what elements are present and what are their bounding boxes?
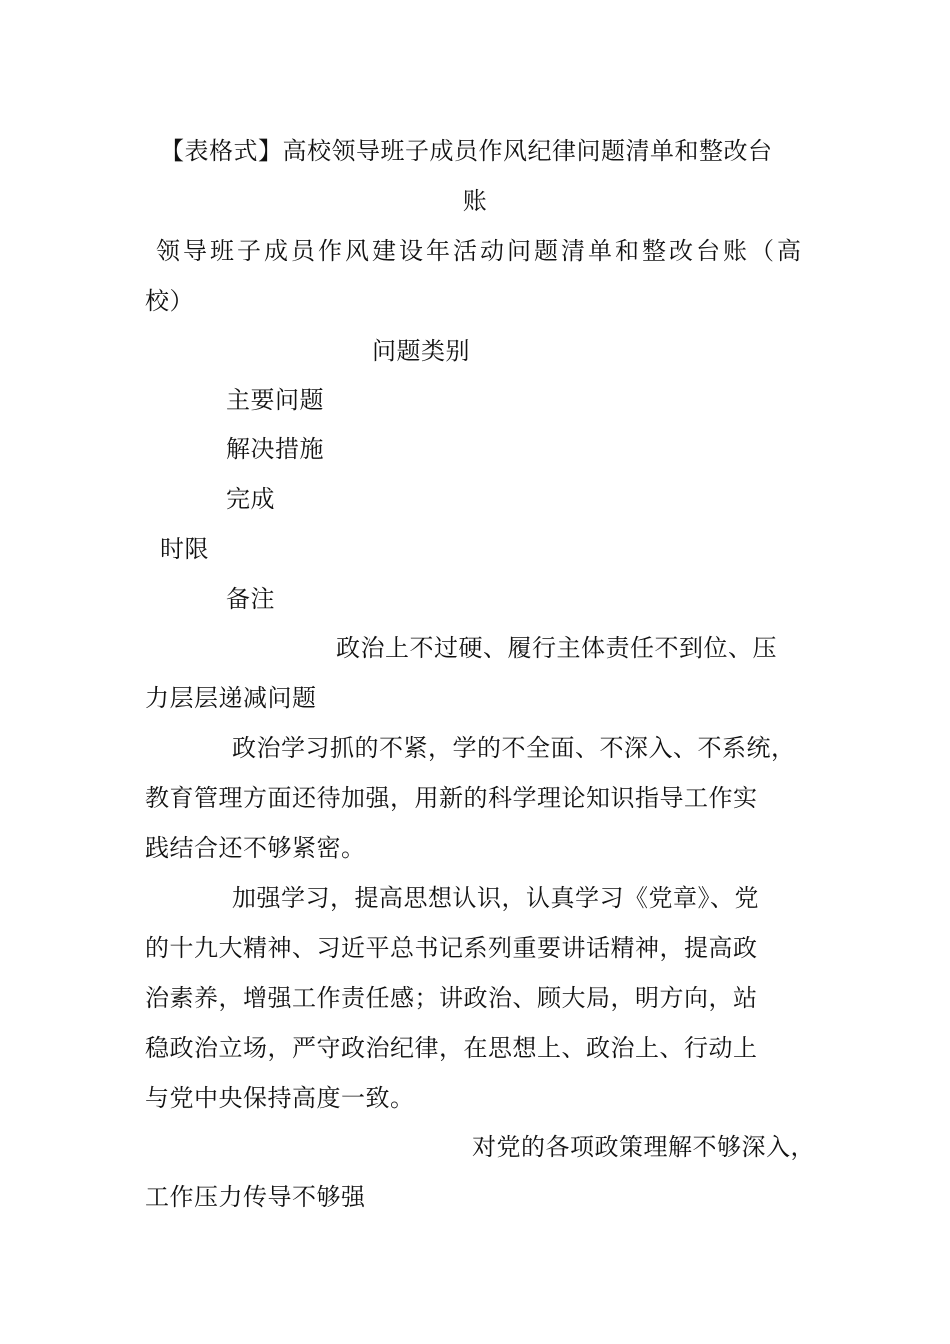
- document-title-line-2: 账: [462, 187, 488, 215]
- document-title-line-1: 【表格式】高校领导班子成员作风纪律问题清单和整改台: [160, 137, 773, 165]
- header-measures: 解决措施: [226, 435, 324, 463]
- measure-1-line-3: 治素养，增强工作责任感；讲政治、顾大局，明方向，站: [145, 984, 758, 1012]
- issue-1-line-3: 践结合还不够紧密。: [145, 834, 366, 862]
- header-category: 问题类别: [372, 337, 470, 365]
- document-subtitle-line-2: 校）: [145, 287, 194, 315]
- category-1-line-2: 力层层递减问题: [145, 684, 317, 712]
- measure-1-line-5: 与党中央保持高度一致。: [145, 1084, 415, 1112]
- measure-1-line-4: 稳政治立场，严守政治纪律，在思想上、政治上、行动上: [145, 1034, 758, 1062]
- header-main-issue: 主要问题: [226, 386, 324, 414]
- header-deadline-part2: 时限: [160, 535, 209, 563]
- issue-2-line-1: 对党的各项政策理解不够深入，: [472, 1133, 815, 1161]
- measure-1-line-1: 加强学习，提高思想认识，认真学习《党章》、党: [232, 884, 759, 912]
- header-deadline-part1: 完成: [226, 485, 275, 513]
- category-1-line-1: 政治上不过硬、履行主体责任不到位、压: [336, 634, 777, 662]
- measure-1-line-2: 的十九大精神、习近平总书记系列重要讲话精神，提高政: [145, 934, 758, 962]
- header-remarks: 备注: [226, 585, 275, 613]
- issue-2-line-2: 工作压力传导不够强: [145, 1183, 366, 1211]
- issue-1-line-2: 教育管理方面还待加强，用新的科学理论知识指导工作实: [145, 784, 758, 812]
- issue-1-line-1: 政治学习抓的不紧，学的不全面、不深入、不系统，: [232, 734, 796, 762]
- document-subtitle-line-1: 领导班子成员作风建设年活动问题清单和整改台账（高: [156, 237, 804, 265]
